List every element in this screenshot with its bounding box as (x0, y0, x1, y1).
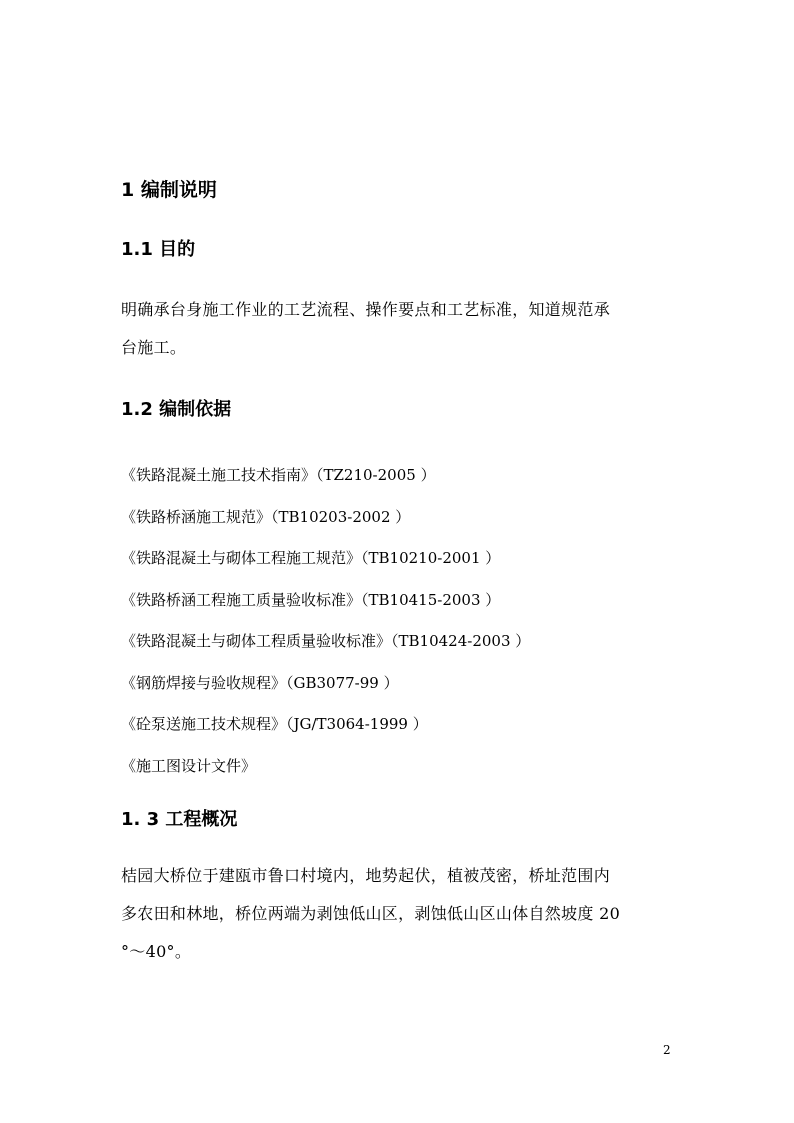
reference-item: 《砼泵送施工技术规程》（JG/T3064-1999 ） (121, 715, 428, 733)
purpose-paragraph (121, 291, 681, 367)
page-number: 2 (663, 1043, 671, 1057)
overview-line: 多农田和林地，桥位两端为剥蚀低山区，剥蚀低山区山体自然坡度 20 (121, 904, 621, 923)
reference-item: 《铁路桥涵工程施工质量验收标准》（TB10415-2003 ） (121, 590, 501, 609)
purpose-line: 明确承台身施工作业的工艺流程、操作要点和工艺标准，知道规范承 (121, 300, 611, 319)
reference-item: 《铁路混凝土施工技术指南》（TZ210-2005 ） (121, 466, 436, 484)
reference-item: 《铁路桥涵施工规范》（TB10203-2002 ） (121, 507, 411, 526)
heading-basis: 1.2 编制依据 (121, 399, 232, 420)
overview-line: °～40°。 (121, 942, 192, 961)
reference-item: 《铁路混凝土与砌体工程质量验收标准》（TB10424-2003 ） (121, 632, 531, 650)
reference-item: 《钢筋焊接与验收规程》（GB3077-99 ） (121, 673, 399, 692)
overview-paragraph (121, 857, 681, 971)
heading-purpose: 1.1 目的 (121, 239, 196, 260)
section-heading-1: 1 编制说明 (121, 179, 217, 201)
heading-overview: 1. 3 工程概况 (121, 809, 238, 830)
purpose-line: 台施工。 (121, 338, 187, 357)
reference-item: 《铁路混凝土与砌体工程施工规范》（TB10210-2001 ） (121, 549, 501, 567)
overview-line: 桔园大桥位于建瓯市鲁口村境内，地势起伏，植被茂密，桥址范围内 (121, 866, 611, 885)
reference-item: 《施工图设计文件》 (121, 756, 257, 775)
reference-list (121, 455, 530, 787)
